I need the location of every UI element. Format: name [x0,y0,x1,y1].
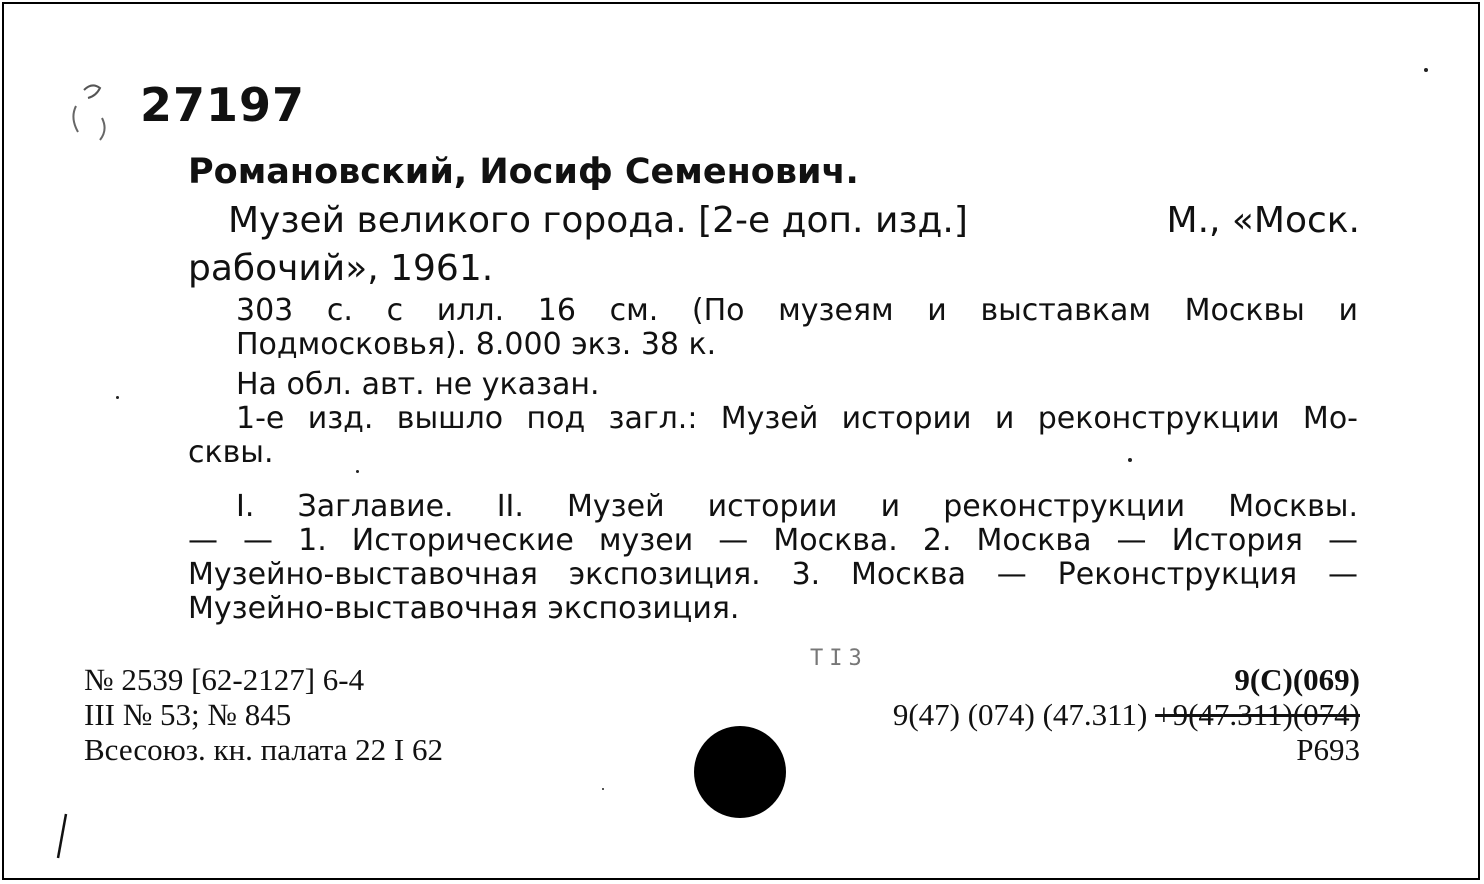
classification-codes: 9(47) (074) (47.311) [892,697,1148,732]
classification-block [893,662,1360,767]
speck [1424,68,1428,72]
classification-struck: +9(47.311)(074) [1155,697,1360,732]
handwritten-mark [62,78,122,148]
title-text: Музей великого города. [2-е доп. изд.] [228,200,968,241]
author-heading: Романовский, Иосиф Семенович. [188,152,859,192]
imprint-end: рабочий», 1961. [188,248,494,289]
classification-line-2 [893,697,1360,732]
registry-number: № 2539 [62-2127] 6-4 [84,662,365,697]
punch-hole [694,726,786,818]
tracing-line-4: Музейно-выставочная экспозиция. [188,591,740,626]
inventory-number: 27197 [140,78,306,132]
pencil-slash-mark [56,812,68,860]
first-edition-note [188,402,1358,470]
first-edition-line-1: 1-е изд. вышло под загл.: Музей истории и реконструкции Мо- [236,401,1358,436]
cover-note [188,368,1358,402]
cover-note-text: На обл. авт. не указан. [236,367,600,402]
author-code: Р693 [1296,732,1360,767]
speck [1128,458,1132,462]
tracing-line-2: — — 1. Исторические музеи — Москва. 2. Москва — История — [188,523,1358,558]
faint-stamp: ТІЗ [810,646,868,671]
speck [356,470,359,473]
imprint-start: М., «Моск. [1166,200,1360,241]
tracings-paragraph [188,490,1358,626]
title-line [228,200,1360,241]
speck [602,788,604,790]
series-number: III № 53; № 845 [84,697,292,732]
collation-line-1: 303 с. с илл. 16 см. (По музеям и выставкам Москвы и [236,293,1358,328]
chamber-date: Всесоюз. кн. палата 22 I 62 [84,732,443,767]
speck [116,396,119,399]
first-edition-line-2: сквы. [188,435,274,470]
bottom-left-block [84,662,443,767]
collation-paragraph [188,294,1358,362]
tracing-line-3: Музейно-выставочная экспозиция. 3. Москва — Реконструкция — [188,557,1358,592]
collation-line-2: Подмосковья). 8.000 экз. 38 к. [236,327,717,362]
classification-main: 9(С)(069) [1234,662,1360,697]
tracing-line-1: I. Заглавие. II. Музей истории и реконструкции Москвы. [236,489,1358,524]
